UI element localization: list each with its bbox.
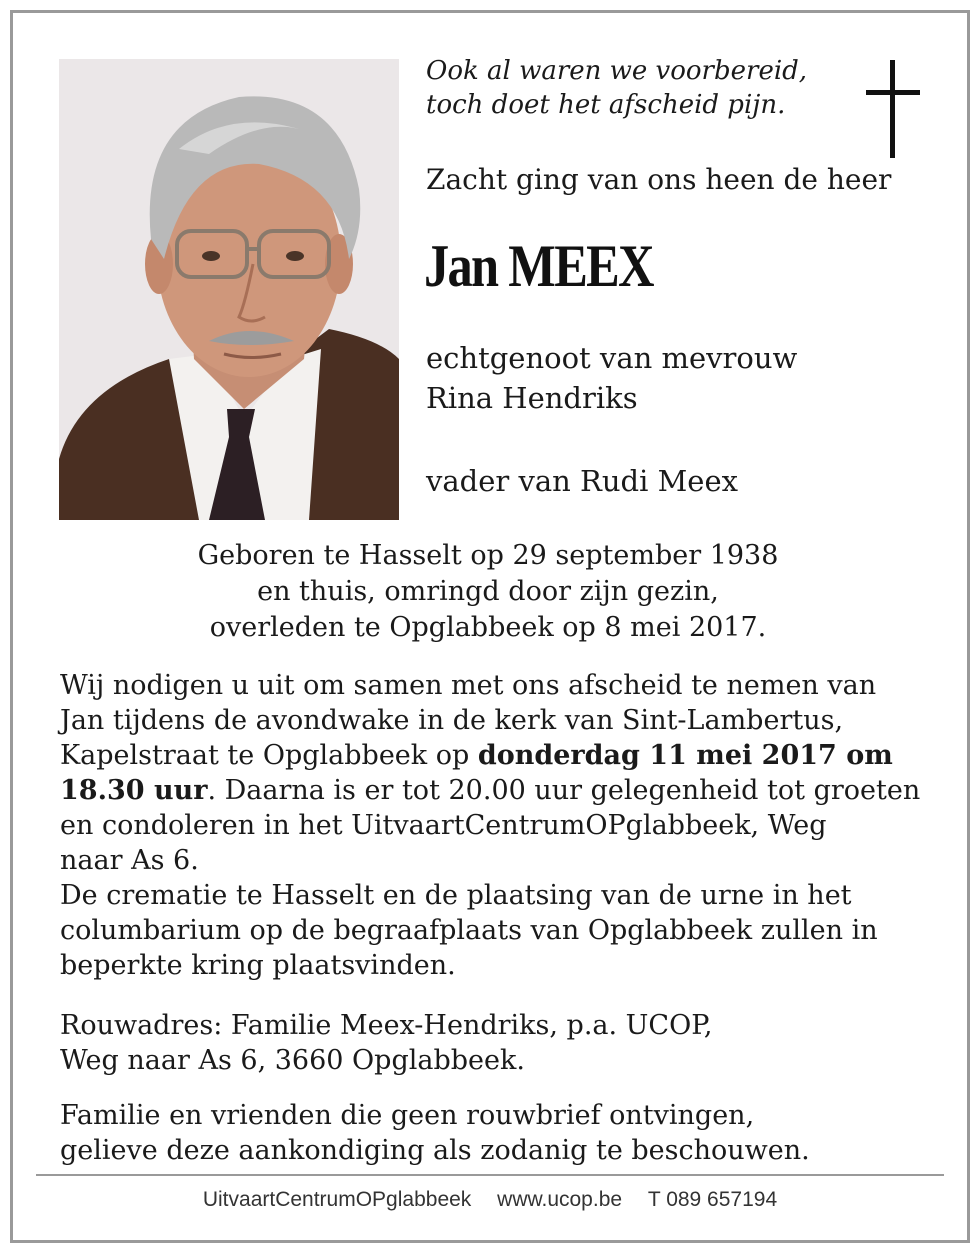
footer-phone: T 089 657194 <box>647 1188 778 1211</box>
footer-website[interactable]: www.ucop.be <box>497 1188 623 1211</box>
spouse-name: Rina Hendriks <box>426 381 638 415</box>
deceased-name: Jan MEEX <box>424 233 653 299</box>
quote <box>426 54 826 122</box>
spouse-relation <box>426 338 797 418</box>
invitation-line: columbarium op de begraafplaats van Opglabbeek zullen in <box>60 915 878 946</box>
invitation-line: beperkte kring plaatsvinden. <box>60 950 456 981</box>
spouse-line: echtgenoot van mevrouw <box>426 341 798 375</box>
wake-time: 18.30 uur <box>60 775 208 806</box>
invitation-line: De crematie te Hasselt en de plaatsing van de urne in het <box>60 880 852 911</box>
invitation-text-part: . Daarna is er tot 20.00 uur gelegenheid tot groeten <box>207 775 921 806</box>
mourning-address <box>60 1008 713 1078</box>
portrait-illustration <box>59 59 399 520</box>
invitation-line: Wij nodigen u uit om samen met ons afscheid te nemen van <box>60 670 877 701</box>
death-line: overleden te Opglabbeek op 8 mei 2017. <box>209 612 767 643</box>
invitation-text <box>60 668 940 983</box>
address-line: Rouwadres: Familie Meex-Hendriks, p.a. UCOP, <box>60 1010 713 1041</box>
invitation-line: Jan tijdens de avondwake in de kerk van Sint-Lambertus, <box>60 705 844 736</box>
invitation-line <box>60 773 940 808</box>
portrait-photo <box>59 59 399 520</box>
home-line: en thuis, omringd door zijn gezin, <box>257 576 719 607</box>
intro-text: Zacht ging van ons heen de heer <box>426 163 892 196</box>
notice-text <box>60 1098 810 1168</box>
invitation-line: naar As 6. <box>60 845 199 876</box>
cross-icon <box>862 60 924 160</box>
address-line: Weg naar As 6, 3660 Opglabbeek. <box>60 1045 525 1076</box>
footer <box>36 1184 944 1216</box>
invitation-line: en condoleren in het UitvaartCentrumOPglabbeek, Weg <box>60 810 827 841</box>
invitation-line <box>60 738 940 773</box>
notice-line: gelieve deze aankondiging als zodanig te beschouwen. <box>60 1135 810 1166</box>
footer-company: UitvaartCentrumOPglabbeek <box>202 1188 472 1211</box>
quote-line: Ook al waren we voorbereid, <box>426 56 808 86</box>
birth-line: Geboren te Hasselt op 29 september 1938 <box>197 540 779 571</box>
wake-date: donderdag 11 mei 2017 om <box>477 740 893 771</box>
notice-line: Familie en vrienden die geen rouwbrief ontvingen, <box>60 1100 755 1131</box>
father-relation: vader van Rudi Meex <box>426 464 738 498</box>
quote-line: toch doet het afscheid pijn. <box>426 90 786 120</box>
footer-divider <box>36 1174 944 1176</box>
birth-death-info <box>40 538 936 646</box>
invitation-text-part: Kapelstraat te Opglabbeek op <box>60 740 478 771</box>
